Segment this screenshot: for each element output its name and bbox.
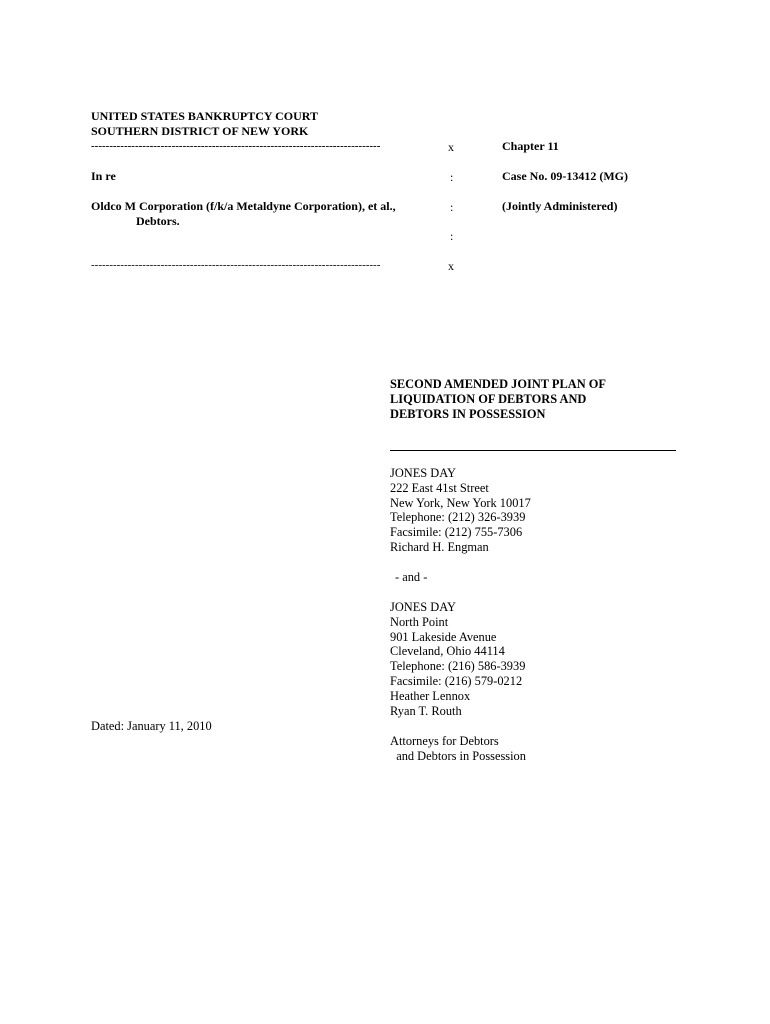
oh-attorney-1: Heather Lennox — [390, 688, 471, 703]
caption-colon-2: : — [450, 200, 454, 214]
chapter-label: Chapter 11 — [502, 139, 559, 153]
ny-address-1: 222 East 41st Street — [390, 480, 489, 495]
caption-rule-bottom: ------------------------------------------------------------------------------- — [91, 259, 381, 271]
title-line-1: SECOND AMENDED JOINT PLAN OF — [390, 377, 606, 391]
counsel-ohio — [390, 600, 525, 718]
dated-line: Dated: January 11, 2010 — [91, 719, 212, 733]
title-line-3: DEBTORS IN POSSESSION — [390, 406, 546, 421]
attorneys-for-line-1: Attorneys for Debtors — [390, 734, 499, 748]
title-underline — [390, 450, 676, 451]
ny-address-2: New York, New York 10017 — [390, 495, 531, 510]
ny-facsimile: Facsimile: (212) 755-7306 — [390, 525, 523, 540]
oh-attorney-2: Ryan T. Routh — [390, 703, 462, 718]
attorneys-for — [390, 734, 526, 764]
document-title — [390, 377, 606, 421]
caption-x-bottom: x — [448, 259, 454, 273]
and-separator: - and - — [395, 570, 428, 584]
in-re-label: In re — [91, 169, 116, 183]
oh-address-1: 901 Lakeside Avenue — [390, 629, 497, 644]
debtor-name: Oldco M Corporation (f/k/a Metaldyne Corporation), et al., — [91, 199, 396, 213]
oh-telephone: Telephone: (216) 586-3939 — [390, 659, 526, 674]
ny-telephone: Telephone: (212) 326-3939 — [390, 510, 526, 525]
court-district: SOUTHERN DISTRICT OF NEW YORK — [91, 124, 309, 138]
caption-colon-1: : — [450, 170, 454, 184]
caption-x-top: x — [448, 140, 454, 154]
oh-address-2: Cleveland, Ohio 44114 — [390, 644, 505, 659]
caption-colon-3: : — [450, 229, 454, 243]
title-line-2: LIQUIDATION OF DEBTORS AND — [390, 391, 587, 406]
attorneys-for-line-2: and Debtors in Possession — [390, 748, 526, 763]
oh-facsimile: Facsimile: (216) 579-0212 — [390, 673, 523, 688]
case-number: Case No. 09-13412 (MG) — [502, 169, 628, 183]
jointly-administered: (Jointly Administered) — [502, 199, 618, 213]
ny-firm: JONES DAY — [390, 466, 456, 480]
debtors-label: Debtors. — [136, 214, 180, 228]
oh-building: North Point — [390, 614, 449, 629]
counsel-new-york — [390, 466, 531, 555]
oh-firm: JONES DAY — [390, 600, 456, 614]
court-name: UNITED STATES BANKRUPTCY COURT — [91, 109, 319, 123]
ny-attorney: Richard H. Engman — [390, 539, 489, 554]
caption-rule-top: ------------------------------------------------------------------------------- — [91, 140, 381, 152]
